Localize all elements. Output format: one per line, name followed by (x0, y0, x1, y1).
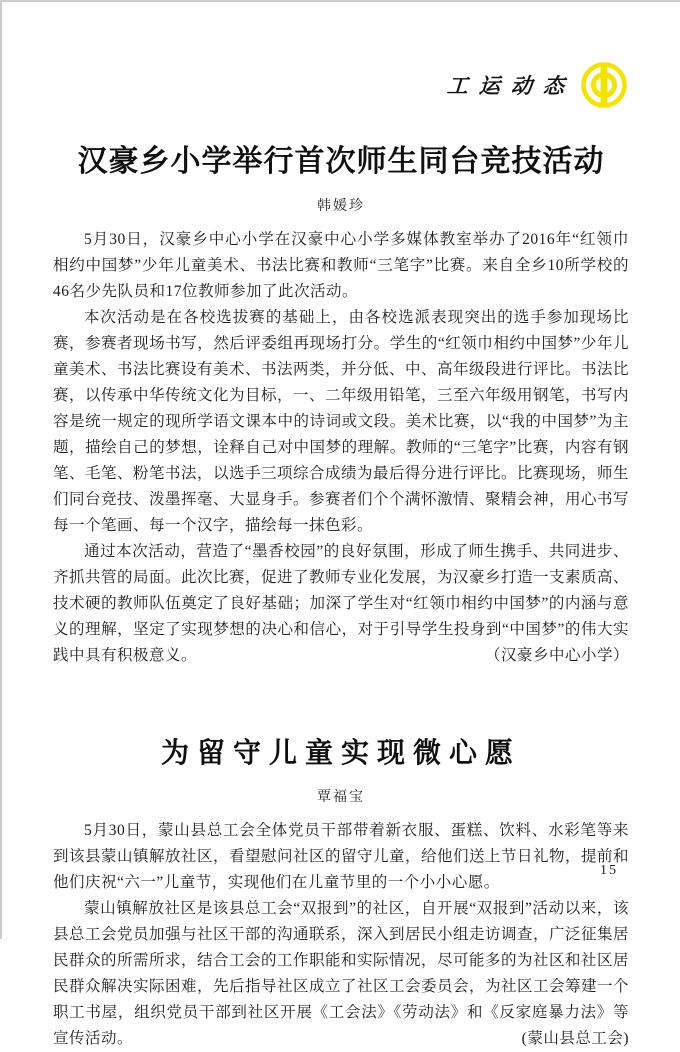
article-2-author: 覃福宝 (317, 790, 365, 805)
page-number: 15 (600, 863, 618, 878)
article-1-paragraph-3-text: 通过本次活动，营造了“墨香校园”的良好氛围，形成了师生携手、共同进步、齐抓共管的局面。此次比赛，促进了教师专业化发展，为汉豪乡打造一支素质高、技术硬的教师队伍奠定了良好基础；加深了学生对“红领巾相约中国梦”的内涵与意义的理解，坚定了实现梦想的决心和信心，对于引导学生投身到“中国梦”的伟大实践中具有积极意义。 (53, 543, 630, 664)
article-2-paragraph-2 (53, 896, 629, 1052)
masthead-title: 工运动态 (446, 74, 576, 98)
article-2-title: 为留守儿童实现微心愿 (160, 738, 521, 769)
article-1-body (53, 227, 629, 669)
trade-union-logo-icon (579, 60, 629, 110)
masthead (53, 2, 629, 110)
article-1-author: 韩媛珍 (317, 199, 365, 214)
article-1-paragraph-1: 5月30日，汉豪乡中心小学在汉豪中心小学多媒体教室举办了2016年“红领巾相约中国梦”少年儿童美术、书法比赛和教师“三笔字”比赛。来自全乡10所学校的46名少先队员和17位教师参加了此次活动。 (53, 231, 629, 300)
article-2-paragraph-1: 5月30日，蒙山县总工会全体党员干部带着新衣服、蛋糕、饮料、水彩笔等来到该县蒙山镇解放社区，看望慰问社区的留守儿童，给他们送上节日礼物，提前和他们庆祝“六一”儿童节，实现他们在儿童节里的一个小小心愿。 (53, 822, 630, 891)
article-2-paragraph-2-text: 蒙山镇解放社区是该县总工会“双报到”的社区，自开展“双报到”活动以来，该县总工会党员加强与社区干部的沟通联系，深入到居民小组走访调查，广泛征集居民群众的所需所求，结合工会的工作职能和实际情况，尽可能多的为社区和社区居民群众解决实际困难，先后指导社区成立了社区工会委员会，为社区工会筹建一个职工书屋，组织党员干部到社区开展《工会法》《劳动法》和《反家庭暴力法》等宣传活动。 (53, 900, 630, 1047)
article-2-source-attribution: (蒙山县总工会) (521, 1030, 629, 1047)
article-1-paragraph-3 (53, 539, 629, 669)
article-2 (53, 731, 629, 1052)
article-1 (53, 136, 629, 669)
article-2-body (53, 818, 629, 1052)
article-1-paragraph-2: 本次活动是在各校选拔赛的基础上，由各校选派表现突出的选手参加现场比赛，参赛者现场书写，然后评委组再现场打分。学生的“红领巾相约中国梦”少年儿童美术、书法比赛设有美术、书法两类，并分低、中、高年级段进行评比。书法比赛，以传承中华传统文化为目标，一、二年级用铅笔，三至六年级用钢笔，书写内容是统一规定的现所学语文课本中的诗词或文段。美术比赛，以“我的中国梦”为主题，描绘自己的梦想，诠释自己对中国梦的理解。教师的“三笔字”比赛，内容有钢笔、毛笔、粉笔书法，以选手三项综合成绩为最后得分进行评比。比赛现场，师生们同台竞技、泼墨挥毫、大显身手。参赛者们个个满怀激情、聚精会神，用心书写每一个笔画、每一个汉字，描绘每一抹色彩。 (53, 309, 630, 534)
article-1-source-attribution: （汉豪乡中心小学） (484, 647, 629, 664)
article-1-title: 汉豪乡小学举行首次师生同台竞技活动 (77, 145, 605, 178)
